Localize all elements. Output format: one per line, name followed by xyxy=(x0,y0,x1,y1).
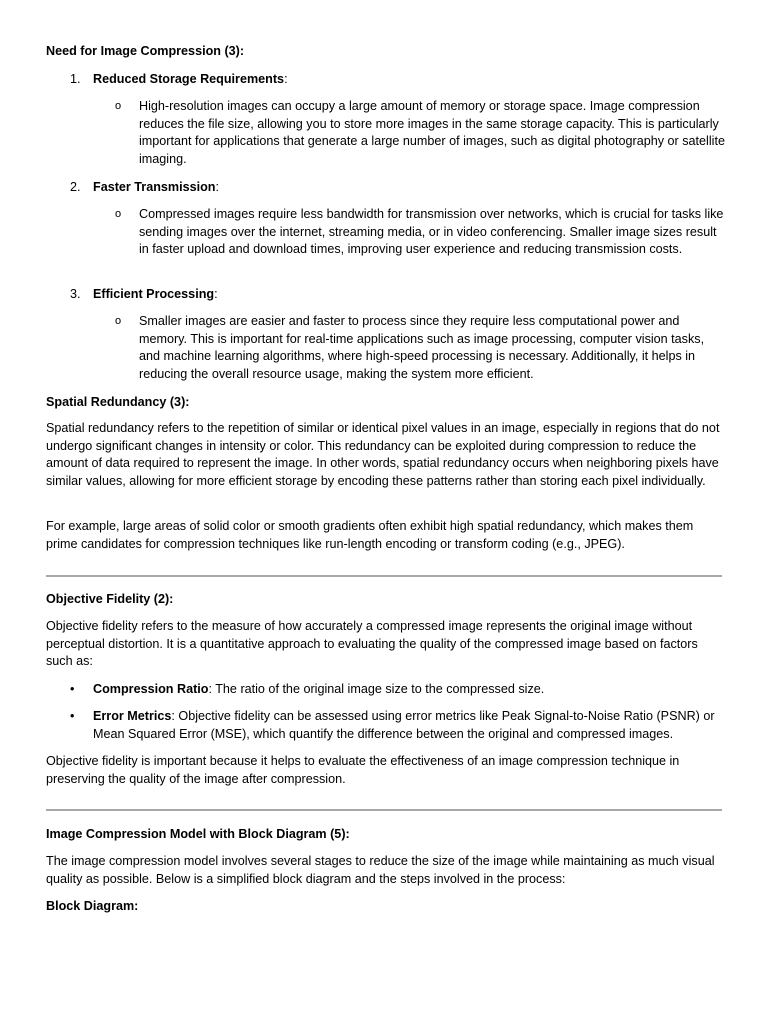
bullet-dot-icon: • xyxy=(70,682,75,696)
numbered-item-processing xyxy=(70,286,218,304)
sub-bullet-text: High-resolution images can occupy a large amount of memory or storage space. Image compression reduces the file size, allowing you to store more images in the same storage capacity. This is particularly important for applications that generate a large number of images, such as digital photography or satellite imaging. xyxy=(139,99,725,166)
paragraph-fidelity-intro: Objective fidelity refers to the measure of how accurately a compressed image represents the original image without perceptual distortion. It is a quantitative approach to evaluating the quality of the compressed image based on factors such as: xyxy=(46,619,698,669)
horizontal-divider xyxy=(46,809,722,811)
paragraph-spatial-definition: Spatial redundancy refers to the repetition of similar or identical pixel values in an image, especially in regions that do not undergo significant changes in intensity or color. This redundancy can be exploited during compression to reduce the amount of data required to represent the image. In other words, spatial redundancy occurs when neighboring pixels have similar values, allowing for more efficient storage by encoding these patterns rather than storing each pixel individually. xyxy=(46,421,720,488)
paragraph-spatial-example: For example, large areas of solid color or smooth gradients often exhibit high spatial redundancy, which makes them prime candidates for compression techniques like run-length encoding or transform coding (e.g., JPEG). xyxy=(46,519,694,551)
item-label: Efficient Processing xyxy=(93,287,215,301)
sub-bullet-text: Smaller images are easier and faster to process since they require less computational power and memory. This is important for real-time applications such as image processing, computer vision tasks, and machine learning algorithms, where high-speed processing is necessary. Additionally, it helps in reducing the overall resource usage, making the system more efficient. xyxy=(139,314,705,381)
horizontal-divider xyxy=(46,575,722,577)
subheading-block-diagram: Block Diagram: xyxy=(46,899,139,913)
sub-bullet-transmission xyxy=(115,206,725,259)
numbered-item-transmission xyxy=(70,179,219,197)
paragraph-fidelity-conclusion: Objective fidelity is important because it helps to evaluate the effectiveness of an image compression technique in preserving the quality of the image after compression. xyxy=(46,754,680,786)
sub-bullet-processing xyxy=(115,313,725,383)
bullet-item-error-metrics xyxy=(70,708,725,743)
section-heading-image-compression-need: Need for Image Compression (3): xyxy=(46,44,245,58)
item-colon: : xyxy=(284,72,288,86)
bullet-label: Error Metrics xyxy=(93,709,172,723)
sub-bullet-storage xyxy=(115,98,725,168)
sub-bullet-text: Compressed images require less bandwidth for transmission over networks, which is crucial for tasks like sending images over the internet, streaming media, or in video conferencing. Smaller image sizes result in faster upload and download times, improving user experience and reducing transmission costs. xyxy=(139,207,724,257)
item-number: 1. xyxy=(70,72,81,86)
bullet-dot-icon: • xyxy=(70,709,75,723)
item-label: Reduced Storage Requirements xyxy=(93,72,285,86)
section-heading-objective-fidelity: Objective Fidelity (2): xyxy=(46,592,174,606)
bullet-label: Compression Ratio xyxy=(93,682,209,696)
item-colon: : xyxy=(214,287,218,301)
item-number: 3. xyxy=(70,287,81,301)
item-number: 2. xyxy=(70,180,81,194)
circle-bullet-icon: o xyxy=(115,208,122,220)
circle-bullet-icon: o xyxy=(115,100,122,112)
paragraph-model-intro: The image compression model involves several stages to reduce the size of the image while maintaining as much visual quality as possible. Below is a simplified block diagram and the steps involved in the process: xyxy=(46,854,715,886)
section-heading-spatial-redundancy: Spatial Redundancy (3): xyxy=(46,395,190,409)
item-label: Faster Transmission xyxy=(93,180,216,194)
bullet-text: : Objective fidelity can be assessed using error metrics like Peak Signal-to-Noise Ratio (PSNR) or Mean Squared Error (MSE), which quantify the difference between the original and compressed images. xyxy=(93,709,715,741)
bullet-text: : The ratio of the original image size to the compressed size. xyxy=(208,682,545,696)
item-colon: : xyxy=(215,180,219,194)
numbered-item-storage xyxy=(70,71,288,89)
circle-bullet-icon: o xyxy=(115,315,122,327)
section-heading-compression-model: Image Compression Model with Block Diagram (5): xyxy=(46,827,350,841)
bullet-item-compression-ratio xyxy=(70,681,725,699)
